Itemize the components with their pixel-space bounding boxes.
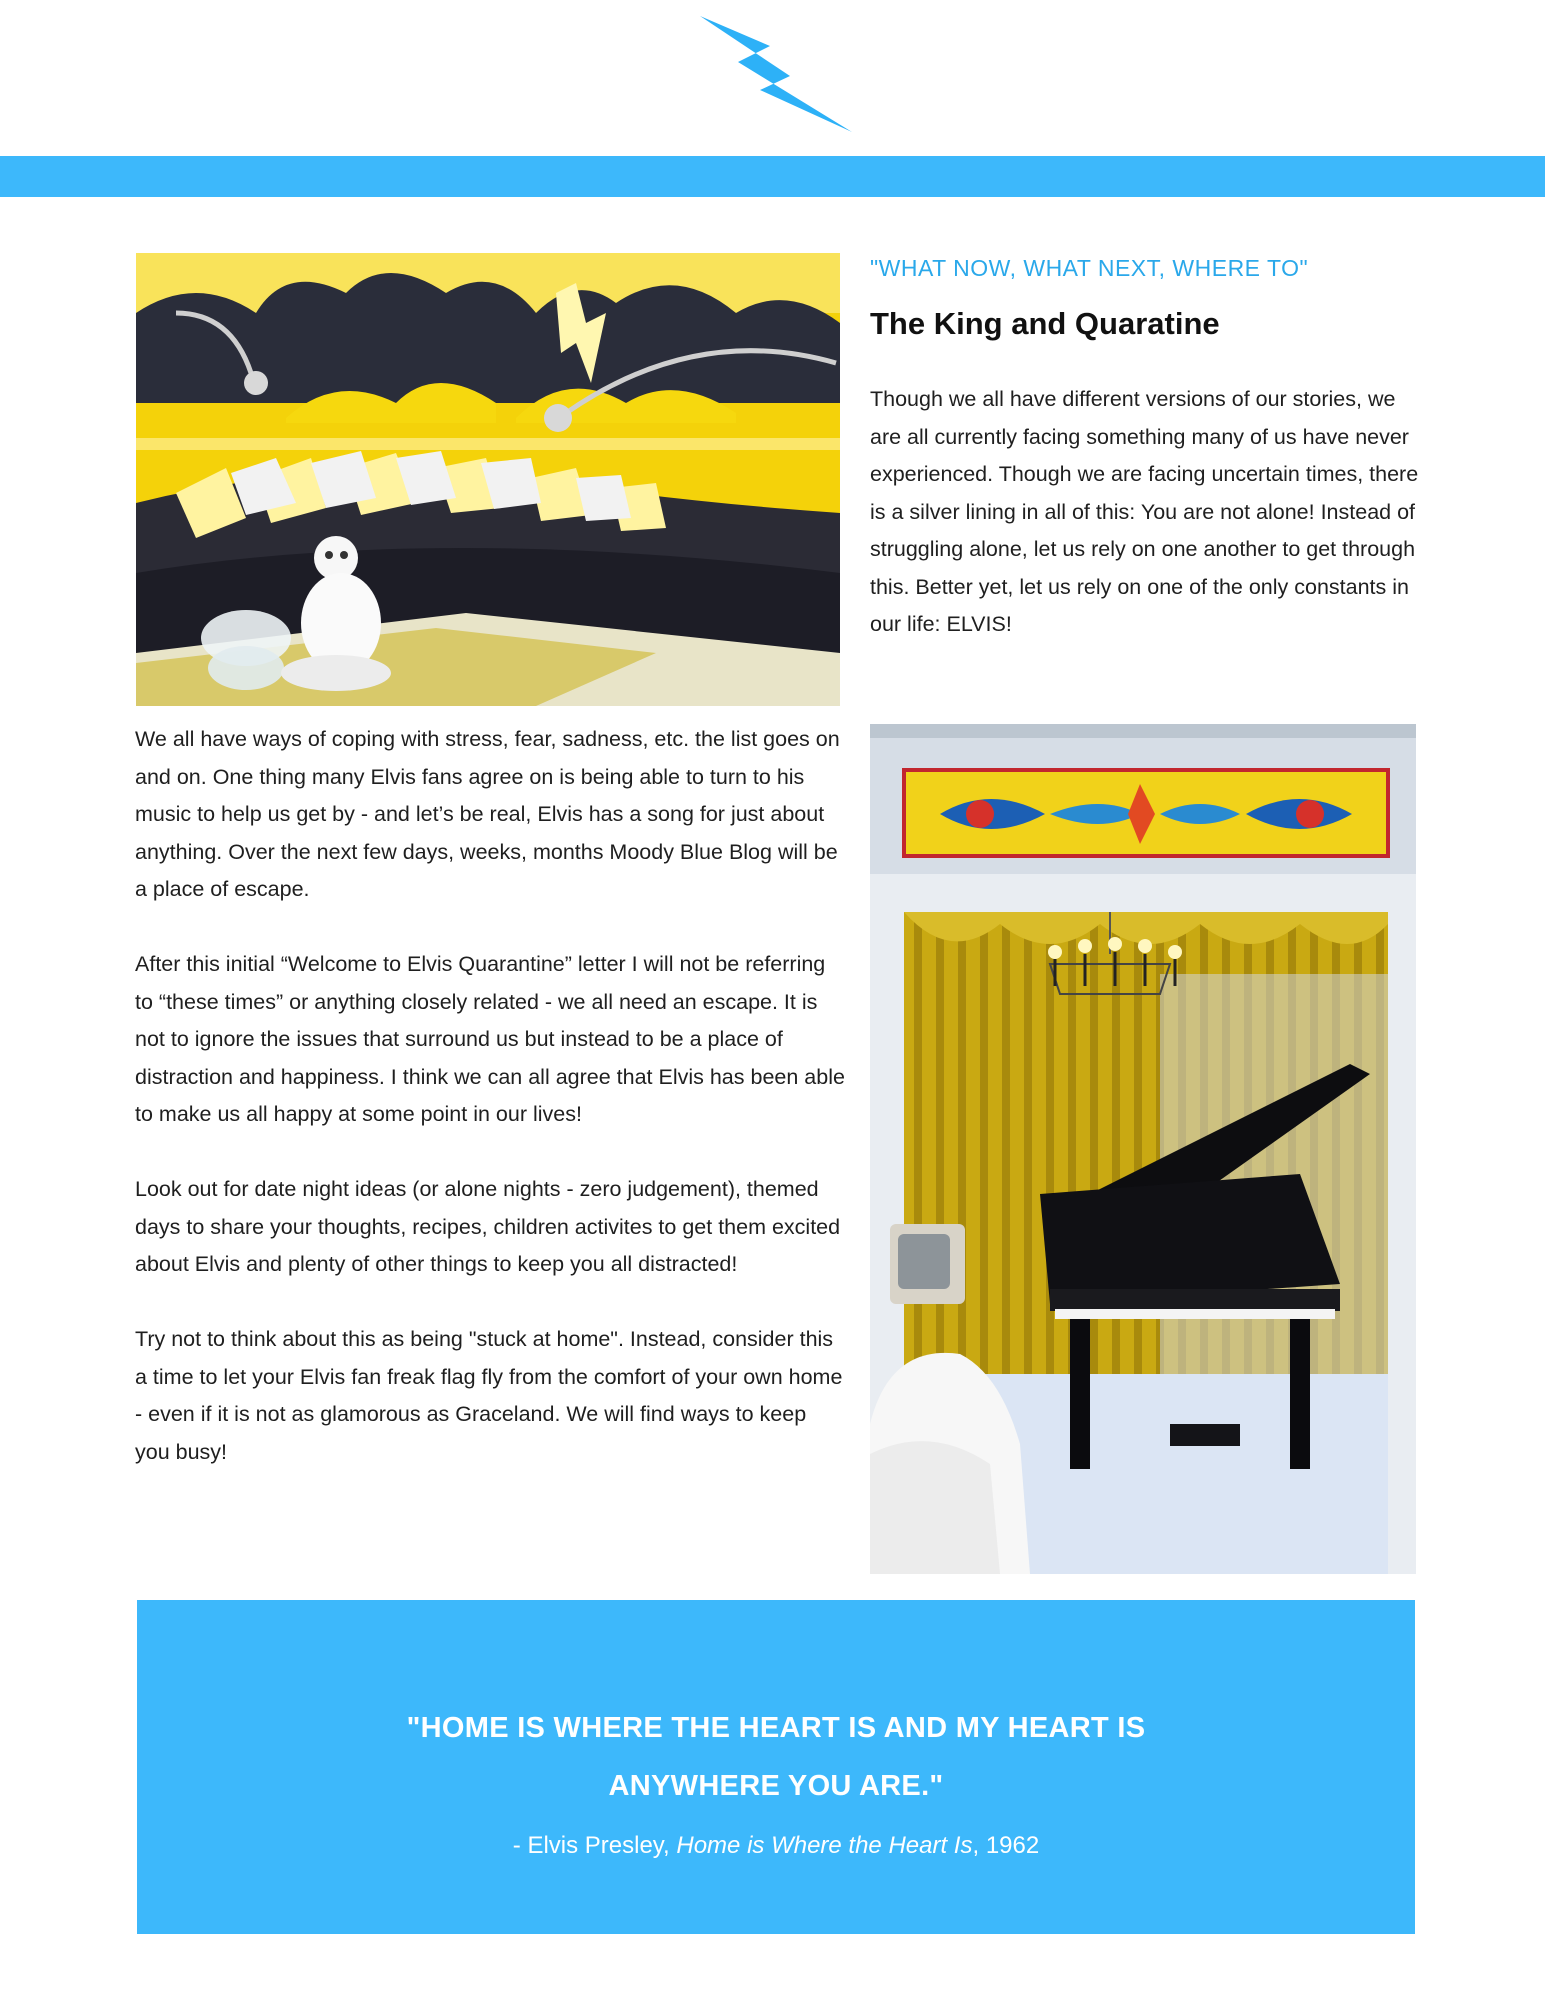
- lounge-photo: [136, 253, 840, 706]
- article-title: The King and Quaratine: [870, 306, 1220, 341]
- quote-attribution: [137, 1832, 1415, 1860]
- music-room-photo: [870, 724, 1416, 1574]
- body-paragraph: We all have ways of coping with stress, fear, sadness, etc. the list goes on and on. One thing many Elvis fans agree on is being able to turn to his music to help us get by - and let’s be real, Elvis has a song for just about anything. Over the next few days, weeks, months Moody Blue Blog will be a place of escape.: [135, 727, 840, 901]
- lightning-bolt-icon: [700, 16, 852, 132]
- body-paragraph: After this initial “Welcome to Elvis Quarantine” letter I will not be referring to “these times” or anything closely related - we all need an escape. It is not to ignore the issues that surround us but instead to be a place of distraction and happiness. I think we can all agree that Elvis has been able to make us all happy at some point in our lives!: [135, 952, 845, 1126]
- quote-line: "HOME IS WHERE THE HEART IS AND MY HEART IS: [406, 1712, 1146, 1744]
- header-accent-bar: [0, 156, 1545, 197]
- quote-line: ANYWHERE YOU ARE.": [608, 1770, 944, 1802]
- body-paragraph: Try not to think about this as being "stuck at home". Instead, consider this a time to let your Elvis fan freak flag fly from the comfort of your own home - even if it is not as glamorous as Graceland. We will find ways to keep you busy!: [135, 1327, 843, 1464]
- attribution-author: - Elvis Presley,: [512, 1832, 677, 1859]
- article-body: [135, 721, 845, 1509]
- body-paragraph: Look out for date night ideas (or alone nights - zero judgement), themed days to share your thoughts, recipes, children activites to get them excited about Elvis and plenty of other things to keep you all distracted!: [135, 1177, 841, 1276]
- attribution-work: Home is Where the Heart Is: [676, 1832, 973, 1859]
- article-intro: Though we all have different versions of our stories, we are all currently facing something many of us have never experienced. Though we are facing uncertain times, there is a silver lining in all of this: You are not alone! Instead of struggling alone, let us rely on one another to get through this. Better yet, let us rely on one of the only constants in our life: ELVIS!: [870, 387, 1419, 636]
- attribution-year: , 1962: [972, 1832, 1040, 1859]
- quote-text: [137, 1699, 1415, 1815]
- quote-banner: [137, 1600, 1415, 1934]
- article-kicker: "WHAT NOW, WHAT NEXT, WHERE TO": [870, 255, 1309, 281]
